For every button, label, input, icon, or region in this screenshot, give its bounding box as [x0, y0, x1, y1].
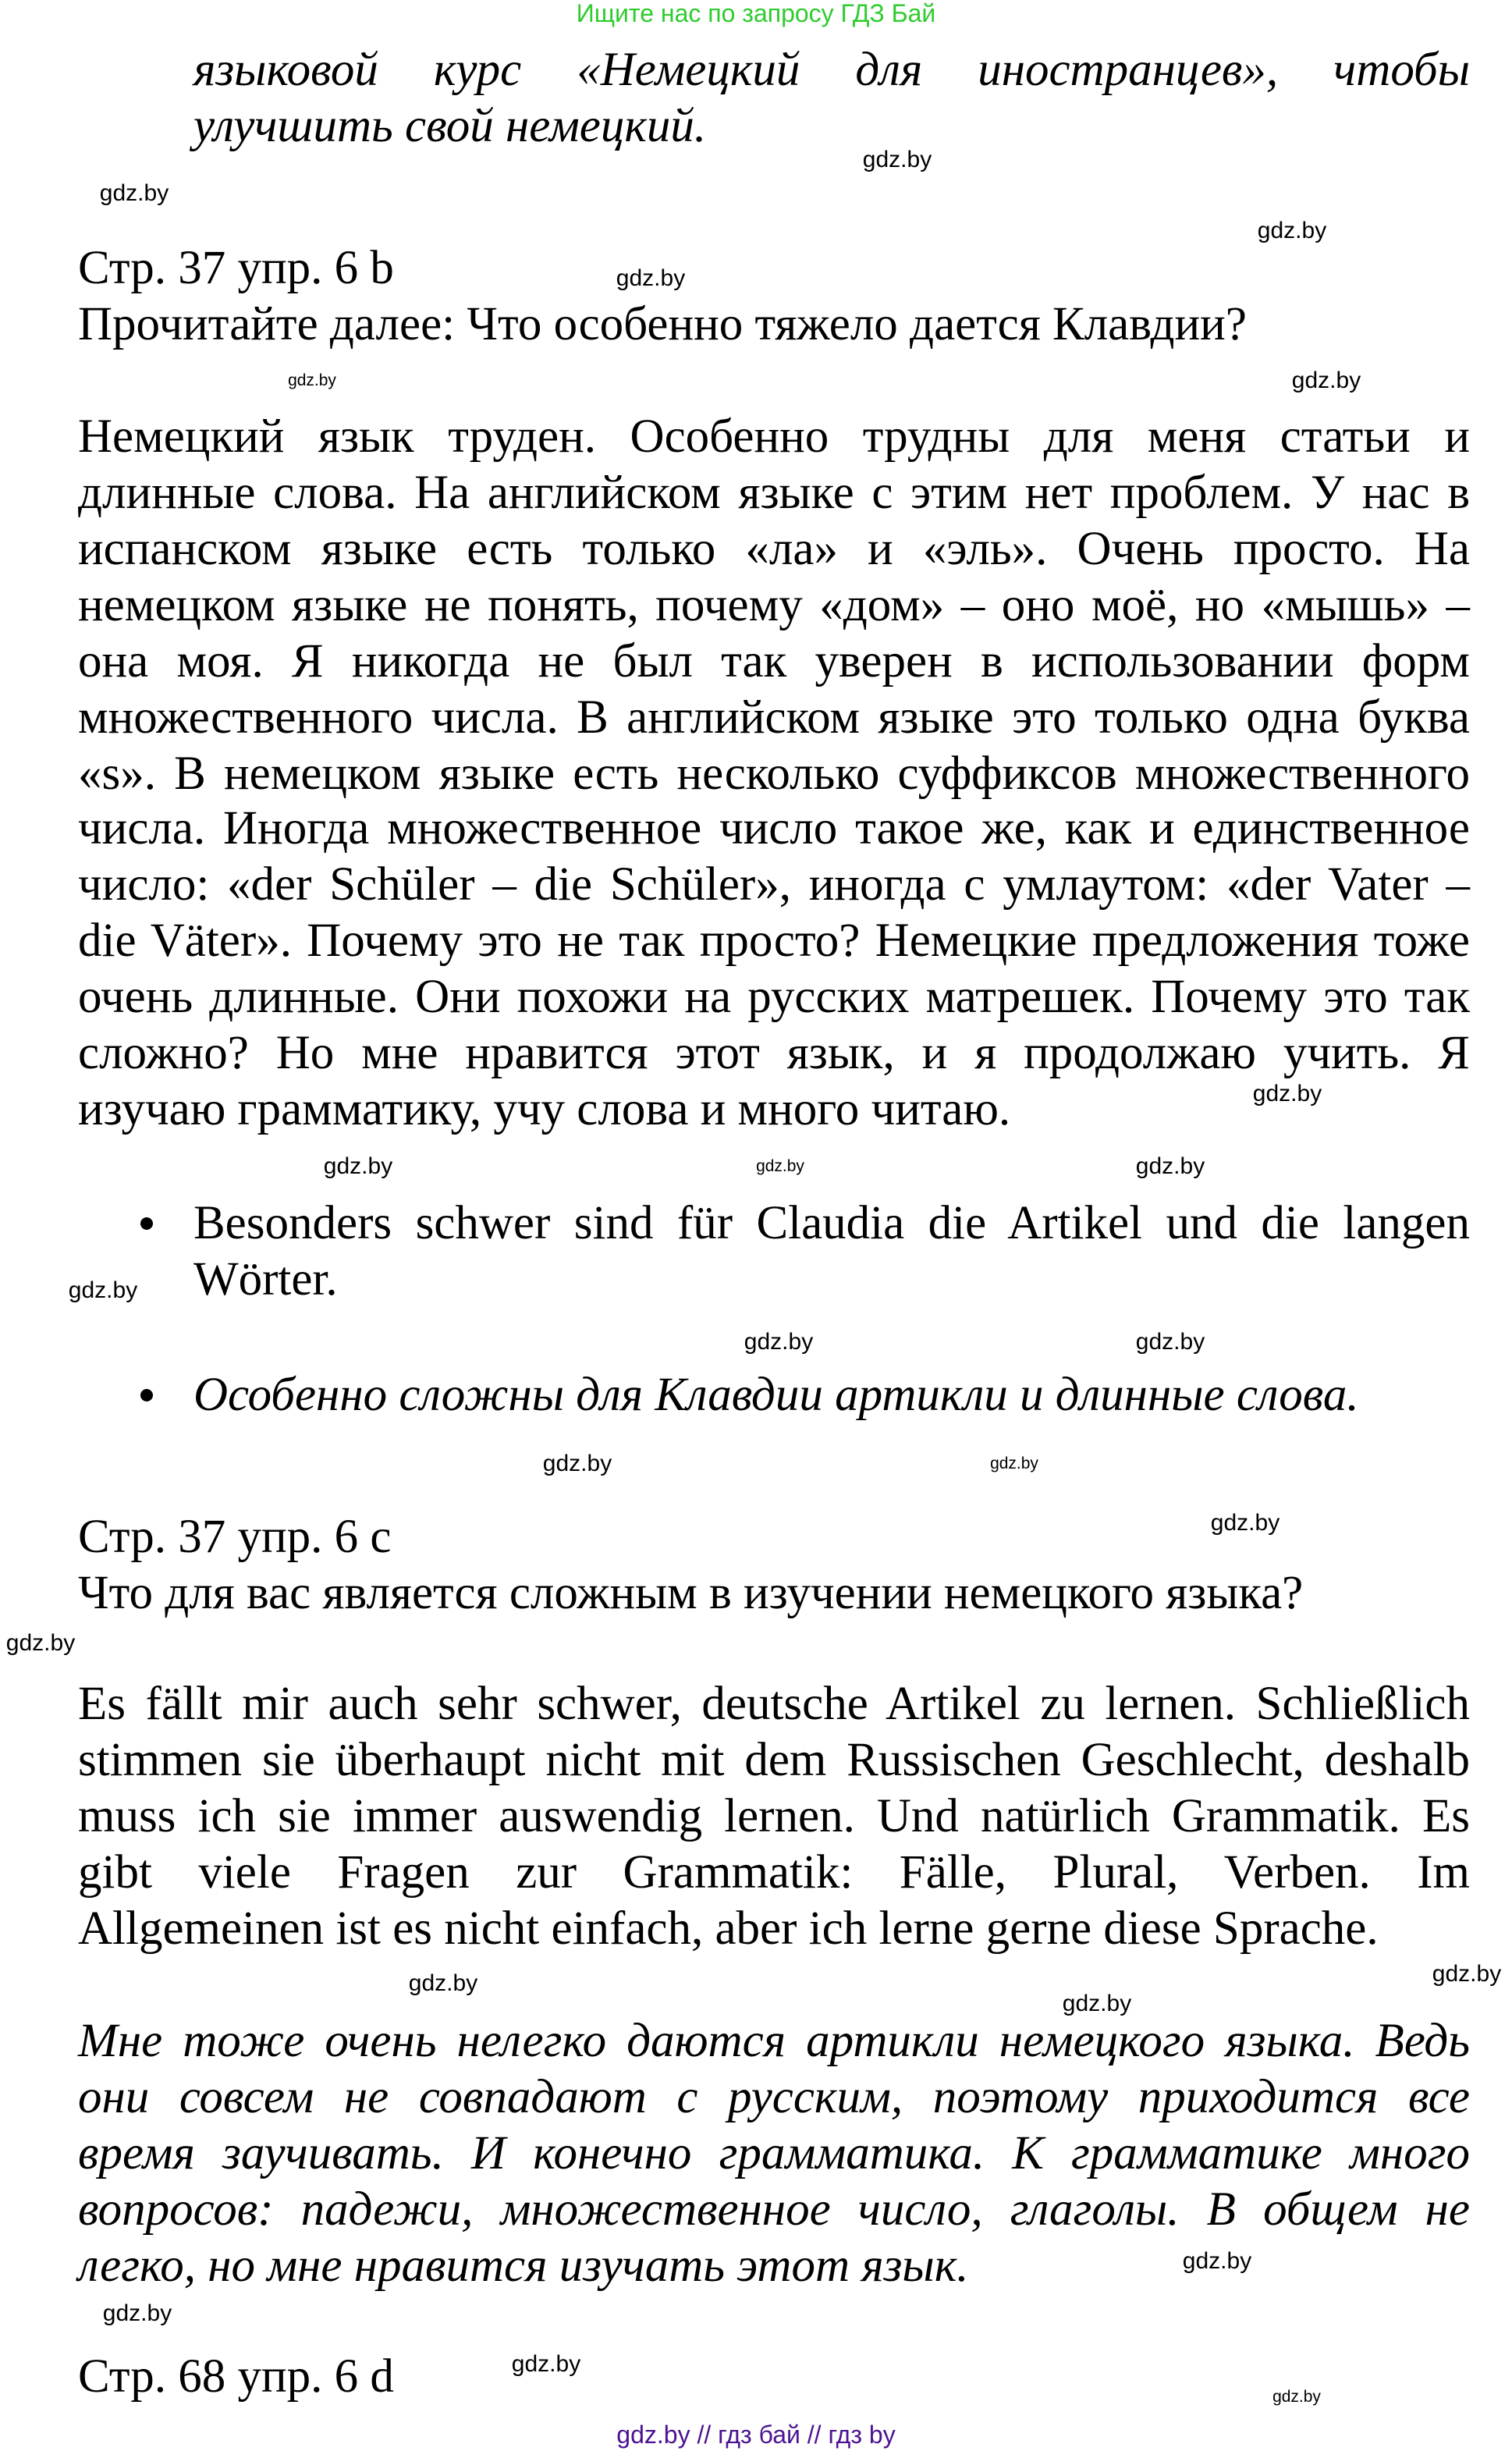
answer-line: очень длинные. Они похожи на русских матрешек. Почему это так — [78, 971, 1470, 1023]
bullet-line: Besonders schwer sind für Claudia die Artikel und die langen — [193, 1197, 1470, 1249]
german-answer-line: Es fällt mir auch sehr schwer, deutsche Artikel zu lernen. Schließlich — [78, 1678, 1470, 1730]
watermark: gdz.by — [1182, 2248, 1252, 2274]
watermark: gdz.by — [1062, 1991, 1132, 2016]
watermark: gdz.by — [1272, 2388, 1321, 2406]
watermark: gdz.by — [1252, 1081, 1322, 1107]
watermark: gdz.by — [511, 2351, 581, 2377]
footer-links[interactable]: gdz.by // гдз бай // гдз by — [616, 2421, 896, 2449]
answer-line: die Väter». Почему это не так просто? Немецкие предложения тоже — [78, 915, 1470, 967]
answer-line: изучаю грамматику, учу слова и много читаю. — [78, 1083, 1011, 1135]
watermark: gdz.by — [744, 1329, 814, 1355]
watermark: gdz.by — [408, 1970, 478, 1996]
answer-line: «s». В немецком языке есть несколько суффиксов множественного — [78, 748, 1470, 800]
section-heading: Стр. 37 упр. 6 с — [78, 1511, 392, 1563]
section-heading: Стр. 37 упр. 6 b — [78, 242, 394, 294]
watermark: gdz.by — [1432, 1961, 1502, 1987]
answer-line: числа. Иногда множественное число такое же, как и единственное — [78, 802, 1470, 854]
russian-answer-line: время заучивать. И конечно грамматика. К грамматике много — [78, 2127, 1470, 2179]
watermark: gdz.by — [68, 1277, 138, 1303]
answer-line: она моя. Я никогда не был так уверен в использовании форм — [78, 635, 1470, 687]
watermark: gdz.by — [862, 147, 932, 172]
watermark: gdz.by — [288, 371, 336, 389]
intro-line: улучшить свой немецкий. — [193, 100, 707, 152]
watermark: gdz.by — [1135, 1153, 1205, 1179]
watermark: gdz.by — [5, 1630, 76, 1656]
watermark: gdz.by — [102, 2300, 172, 2326]
watermark: gdz.by — [542, 1451, 612, 1476]
watermark: gdz.by — [1210, 1510, 1280, 1536]
question-text: Что для вас является сложным в изучении немецкого языка? — [78, 1567, 1304, 1619]
watermark: gdz.by — [1135, 1329, 1205, 1355]
watermark: gdz.by — [616, 265, 686, 291]
answer-line: множественного числа. В английском языке это только одна буква — [78, 691, 1470, 744]
bullet-line: Wörter. — [193, 1253, 338, 1305]
answer-line: Немецкий язык труден. Особенно трудны для меня статьи и — [78, 410, 1470, 463]
bullet-dot — [140, 1389, 153, 1401]
answer-line: длинные слова. На английском языке с этим нет проблем. У нас в — [78, 467, 1470, 519]
russian-answer-line: они совсем не совпадают с русским, поэтому приходится все — [78, 2071, 1470, 2123]
russian-answer-line: легко, но мне нравится изучать этот язык. — [78, 2240, 969, 2292]
intro-line: языковой курс «Немецкий для иностранцев», чтобы — [193, 44, 1470, 96]
watermark: gdz.by — [1257, 218, 1327, 243]
bullet-line: Особенно сложны для Клавдии артикли и длинные слова. — [193, 1369, 1359, 1421]
section-heading: Стр. 68 упр. 6 d — [78, 2350, 394, 2403]
watermark: gdz.by — [1291, 368, 1361, 393]
header-banner: Ищите нас по запросу ГДЗ Бай — [576, 0, 936, 27]
answer-line: сложно? Но мне нравится этот язык, и я продолжаю учить. Я — [78, 1027, 1470, 1079]
watermark: gdz.by — [99, 180, 169, 206]
watermark: gdz.by — [990, 1455, 1038, 1472]
answer-line: число: «der Schüler – die Schüler», иногда с умлаутом: «der Vater – — [78, 858, 1470, 911]
russian-answer-line: Мне тоже очень нелегко даются артикли немецкого языка. Ведь — [78, 2015, 1470, 2067]
answer-line: испанском языке есть только «ла» и «эль». Очень просто. На — [78, 523, 1470, 575]
answer-line: немецком языке не понять, почему «дом» – оно моё, но «мышь» – — [78, 579, 1470, 631]
watermark: gdz.by — [323, 1153, 393, 1179]
watermark: gdz.by — [756, 1157, 804, 1175]
german-answer-line: stimmen sie überhaupt nicht mit dem Russischen Geschlecht, deshalb — [78, 1734, 1470, 1786]
german-answer-line: Allgemeinen ist es nicht einfach, aber ich lerne gerne diese Sprache. — [78, 1902, 1379, 1955]
bullet-dot — [140, 1217, 153, 1230]
german-answer-line: gibt viele Fragen zur Grammatik: Fälle, Plural, Verben. Im — [78, 1846, 1470, 1899]
russian-answer-line: вопросов: падежи, множественное число, глаголы. В общем не — [78, 2183, 1470, 2236]
question-text: Прочитайте далее: Что особенно тяжело дается Клавдии? — [78, 298, 1247, 350]
german-answer-line: muss ich sie immer auswendig lernen. Und natürlich Grammatik. Es — [78, 1790, 1470, 1842]
